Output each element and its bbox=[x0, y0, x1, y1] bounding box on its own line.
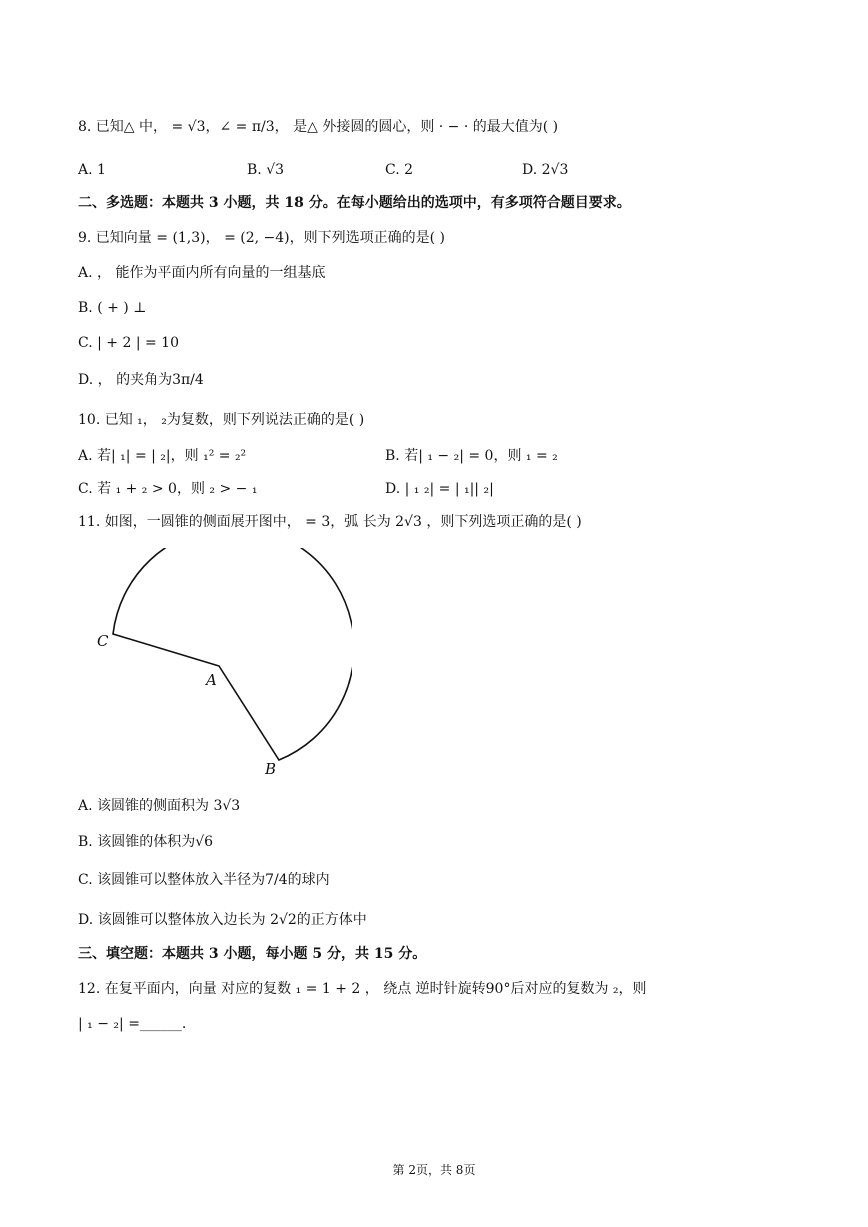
point-b-label: B bbox=[265, 760, 277, 778]
q9-option-a: A. ， 能作为平面内所有向量的一组基底 bbox=[78, 265, 326, 281]
q9-option-c: C. | + 2 | = 10 bbox=[78, 335, 179, 351]
q9-option-b: B. ( + ) ⊥ bbox=[78, 300, 147, 316]
q8-option-c: C. 2 bbox=[385, 162, 414, 178]
point-c-label: C bbox=[97, 632, 109, 650]
q11-option-a: A. 该圆锥的侧面积为 3√3 bbox=[78, 798, 241, 814]
q11-option-c: C. 该圆锥可以整体放入半径为7/4的球内 bbox=[78, 872, 330, 888]
section-fill-in-heading: 三、填空题：本题共 3 小题，每小题 5 分，共 15 分。 bbox=[78, 946, 427, 962]
sector-outline bbox=[113, 548, 352, 760]
q11-option-d: D. 该圆锥可以整体放入边长为 2√2的正方体中 bbox=[78, 912, 367, 928]
q12-line1: 12. 在复平面内，向量 对应的复数 ₁ = 1 + 2 ， 绕点 逆时针旋转90°后对应的复数为 ₂，则 bbox=[78, 981, 647, 997]
q8-option-b: B. √3 bbox=[247, 162, 285, 178]
cone-lateral-development-figure bbox=[92, 548, 352, 788]
point-a-label: A bbox=[206, 671, 217, 689]
page-footer: 第 2页，共 8页 bbox=[392, 1163, 476, 1177]
q11-option-b: B. 该圆锥的体积为√6 bbox=[78, 834, 214, 850]
q10-option-b: B. 若| ₁ − ₂| = 0，则 ₁ = ₂ bbox=[385, 448, 558, 464]
q8-option-a: A. 1 bbox=[78, 162, 106, 178]
q10-stem: 10. 已知 ₁， ₂为复数，则下列说法正确的是( ) bbox=[78, 412, 365, 428]
q11-stem: 11. 如图，一圆锥的侧面展开图中， = 3，弧 长为 2√3 ，则下列选项正确的是( ) bbox=[78, 514, 582, 530]
q12-line2: | ₁ − ₂| =______. bbox=[78, 1016, 187, 1032]
q8-option-d: D. 2√3 bbox=[522, 162, 569, 178]
q10-option-d: D. | ₁ ₂| = | ₁|| ₂| bbox=[385, 481, 494, 497]
section-multiple-choice-heading: 二、多选题：本题共 3 小题，共 18 分。在每小题给出的选项中，有多项符合题目要求。 bbox=[78, 195, 631, 211]
q9-option-d: D. ， 的夹角为3π/4 bbox=[78, 372, 204, 388]
q10-option-a: A. 若| ₁| = | ₂|，则 ₁² = ₂² bbox=[78, 448, 247, 464]
q10-option-c: C. 若 ₁ + ₂ > 0，则 ₂ > − ₁ bbox=[78, 481, 258, 497]
q9-stem: 9. 已知向量 = (1,3)， = (2, −4)，则下列选项正确的是( ) bbox=[78, 230, 446, 246]
q8-stem: 8. 已知△ 中， = √3，∠ = π/3， 是△ 外接圆的圆心，则 · − · 的最大值为( ) bbox=[78, 119, 559, 135]
